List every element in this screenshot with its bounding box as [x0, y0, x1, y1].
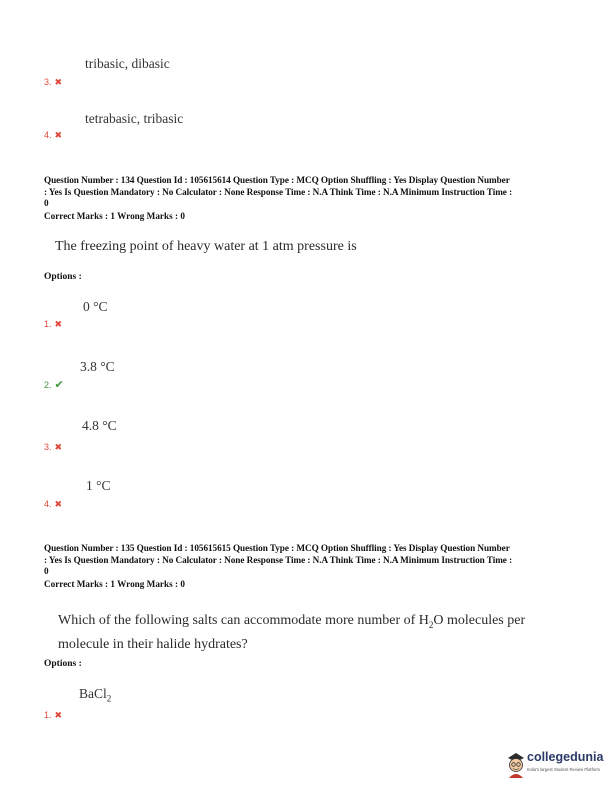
- cross-icon: ✖: [54, 319, 63, 329]
- option-number: 4. ✖: [44, 499, 63, 509]
- check-icon: ✔: [54, 379, 64, 391]
- option-number: 4. ✖: [44, 130, 63, 140]
- option-text: 3.8 °C: [80, 359, 115, 374]
- logo-tagline: India's largest Student Review Platform: [527, 767, 600, 772]
- question-text: The freezing point of heavy water at 1 atm pressure is: [55, 239, 357, 254]
- option-text: 1 °C: [86, 478, 111, 493]
- marks-info: Correct Marks : 1 Wrong Marks : 0: [44, 579, 185, 589]
- option-number: 3. ✖: [44, 77, 63, 87]
- option-text: 0 °C: [83, 299, 108, 314]
- collegedunia-logo: [505, 748, 605, 782]
- cross-icon: ✖: [54, 710, 63, 720]
- cross-icon: ✖: [54, 499, 63, 509]
- marks-info: Correct Marks : 1 Wrong Marks : 0: [44, 211, 185, 221]
- cross-icon: ✖: [54, 77, 63, 87]
- option-text: tribasic, dibasic: [85, 56, 170, 71]
- option-text: BaCl$_2$: [79, 686, 112, 704]
- cross-icon: ✖: [54, 442, 63, 452]
- mascot-icon: [505, 750, 527, 780]
- option-text: 4.8 °C: [82, 418, 117, 433]
- option-number: 1. ✖: [44, 710, 63, 720]
- option-number: 1. ✖: [44, 319, 63, 329]
- cross-icon: ✖: [54, 130, 63, 140]
- option-text: tetrabasic, tribasic: [85, 111, 184, 126]
- question-meta: Question Number : 134 Question Id : 105615614 Question Type : MCQ Option Shuffling : Yes Display Question Number : Yes Is Question Mandatory : No Calculator : None Response Time : N.A Think Time : N.A Minimum Instruction Time : 0: [44, 175, 513, 208]
- option-number: 2. ✔: [44, 379, 64, 391]
- options-label: Options :: [44, 659, 82, 669]
- question-meta: Question Number : 135 Question Id : 105615615 Question Type : MCQ Option Shuffling : Yes Display Question Number : Yes Is Question Mandatory : No Calculator : None Response Time : N.A Think Time : N.A Minimum Instruction Time : 0: [44, 543, 513, 576]
- options-label: Options :: [44, 272, 82, 282]
- option-number: 3. ✖: [44, 442, 63, 452]
- logo-name: collegedunia: [527, 750, 604, 764]
- question-text: Which of the following salts can accommodate more number of $H_2O$ molecules per molecule in their halide hydrates?: [58, 613, 526, 652]
